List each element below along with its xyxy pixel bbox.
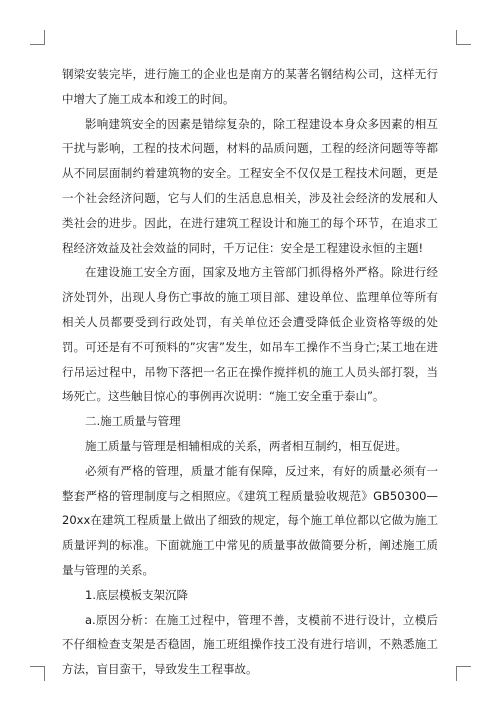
paragraph-safety-management: 在建设施工安全方面，国家及地方主管部门抓得格外严格。除进行经济处罚外，出现人身伤亡事故的施工项目部、建设单位、监理单位等所有相关人员都要受到行政处罚，有关单位还会遭受降低企业资格等级的处罚。可还是有不可预料的”灾害”发生，如吊车工操作不当身亡;某工地在进行吊运过程中，吊物下落把一名正在操作搅拌机的施工人员头部打裂，当场死亡。这些触目惊心的事例再次说明：“施工安全重于泰山”。 [62, 265, 438, 404]
section-heading-quality: 二.施工质量与管理 [85, 414, 181, 429]
paragraph-quality-standards: 必须有严格的管理，质量才能有保障，反过来，有好的质量必须有一整套严格的管理制度与之相照应。《建筑工程质量验收规范》GB50300—20xx在建筑工程质量上做出了细致的规定，每个施工单位都以它做为施工质量评判的标准。下面就施工中常见的质量事故做简要分析，阐述施工质量与管理的关系。 [62, 463, 438, 577]
crop-mark-bottom-right [456, 666, 471, 681]
crop-mark-top-left [30, 30, 45, 45]
document-body [62, 62, 438, 682]
crop-mark-bottom-left [30, 666, 45, 681]
paragraph-safety-factors: 影响建筑安全的因素是错综复杂的，除工程建设本身众多因素的相互干扰与影响，工程的技术问题，材料的品质问题，工程的经济问题等等都从不同层面制约着建筑物的安全。工程安全不仅仅是工程技术问题，更是一个社会经济问题，它与人们的生活息息相关，涉及社会经济的发展和人类社会的进步。因此，在进行建筑工程设计和施工的每个环节，在追求工程经济效益及社会效益的同时，千万记住：安全是工程建设永恒的主题! [62, 116, 438, 255]
paragraph-quality-relation: 施工质量与管理是相辅相成的关系，两者相互制约，相互促进。 [85, 438, 407, 453]
paragraph-cause-analysis: a.原因分析：在施工过程中，管理不善，支模前不进行设计，立模后不仔细检查支架是否稳固，施工班组操作技工没有进行培训，不熟悉施工方法，盲目蛮干，导致发生工程事故。 [62, 612, 438, 677]
crop-mark-top-right [456, 30, 471, 45]
paragraph-continuation: 钢梁安装完毕，进行施工的企业也是南方的某著名钢结构公司，这样无行中增大了施工成本和竣工的时间。 [62, 67, 438, 106]
subheading-formwork: 1.底层模板支架沉降 [85, 587, 188, 602]
